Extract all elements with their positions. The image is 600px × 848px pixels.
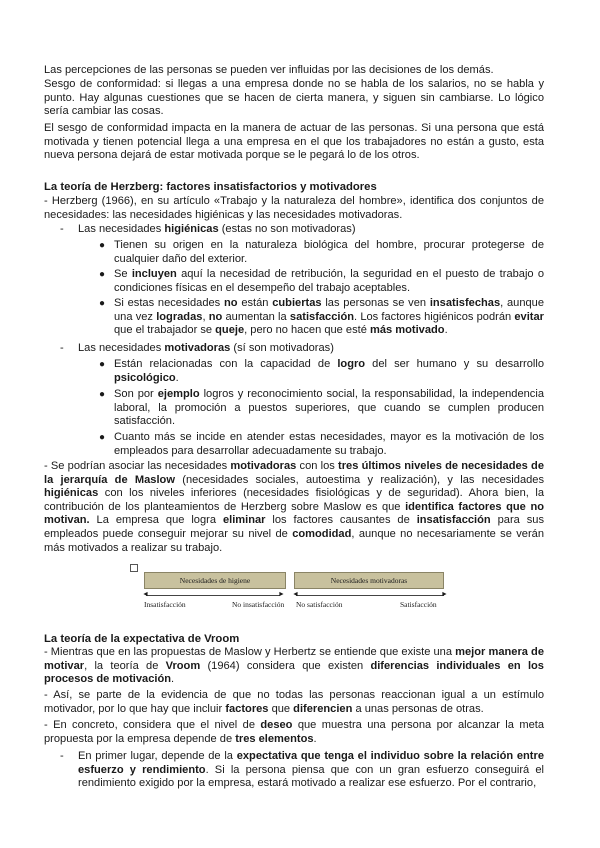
arrow-right-icon: ► <box>441 591 448 598</box>
bullet-marker: ● <box>99 240 106 251</box>
motivators-axis-line <box>296 595 444 596</box>
dash-marker: - <box>60 750 64 762</box>
motivating-bullet-1: Están relacionadas con la capacidad de logro del ser humano y su desarrollo psicológico. <box>114 358 544 384</box>
vroom-first-element: En primer lugar, depende de la expectativa que tenga el individuo sobre la relación entre esfuerzo y rendimiento. Si la persona piensa que con un gran esfuerzo conseguirá el rendimiento exigido por la empresa, estará motivado a realizar ese esfuerzo. Por el contrario, <box>78 750 544 790</box>
hygienic-bullet-2: Se incluyen aquí la necesidad de retribución, la seguridad en el puesto de trabajo o condiciones físicas en el desempeño del trabajo aceptables. <box>114 268 544 294</box>
bullet-marker: ● <box>99 298 106 309</box>
hygienic-needs-item: Las necesidades higiénicas (estas no son motivadoras) <box>78 223 356 235</box>
arrow-right-icon: ► <box>278 591 285 598</box>
bullet-marker: ● <box>99 389 106 400</box>
arrow-left-icon: ◄ <box>292 591 299 598</box>
label-no-satisfaccion: No satisfacción <box>296 600 343 609</box>
dash-marker: - <box>60 342 64 354</box>
label-insatisfaccion: Insatisfacción <box>144 600 186 609</box>
bullet-marker: ● <box>99 359 106 370</box>
intro-paragraph-1: Las percepciones de las personas se pueden ver influidas por las decisiones de los demás. <box>44 64 494 76</box>
arrow-left-icon: ◄ <box>142 591 149 598</box>
label-satisfaccion: Satisfacción <box>400 600 437 609</box>
vroom-paragraph-2: - Así, se parte de la evidencia de que no todas las personas reaccionan igual a un estímulo motivador, por lo que hay que incluir factores que diferencien a unas personas de otras. <box>44 689 544 715</box>
label-no-insatisfaccion: No insatisfacción <box>232 600 285 609</box>
bullet-marker: ● <box>99 432 106 443</box>
vroom-heading: La teoría de la expectativa de Vroom <box>44 633 240 645</box>
dash-marker: - <box>60 223 64 235</box>
corner-marker <box>130 564 138 572</box>
intro-paragraph-3: El sesgo de conformidad impacta en la manera de actuar de las personas. Si una persona que está motivada y tienen potencial llega a una empresa en el que los trabajadores no están a gusto, esta nueva persona dejará de estar motivada porque se le pegará lo de los otros. <box>44 122 544 162</box>
vroom-paragraph-1: - Mientras que en las propuestas de Maslow y Herbertz se entiende que existe una mejor manera de motivar, la teoría de Vroom (1964) considera que existen diferencias individuales en los procesos de motivación. <box>44 646 544 686</box>
herzberg-maslow-paragraph: - Se podrían asociar las necesidades motivadoras con los tres últimos niveles de necesidades de la jerarquía de Maslow (necesidades sociales, autoestima y realización), y las necesidades higiénicas con los niveles inferiores (necesidades fisiológicas y de seguridad). Ahora bien, la contribución de los planteamientos de Herzberg sobre Maslow es que identifica factores que no motivan. La empresa que logra eliminar los factores causantes de insatisfacción para sus empleados puede conseguir mejorar su nivel de comodidad, aunque no necesariamente se verán más motivados a realizar su trabajo. <box>44 460 545 554</box>
vroom-paragraph-3: - En concreto, considera que el nivel de deseo que muestra una persona por alcanzar la meta propuesta por la empresa depende de tres elementos. <box>44 719 544 745</box>
herzberg-heading: La teoría de Herzberg: factores insatisfactorios y motivadores <box>44 181 377 193</box>
motivating-bullet-3: Cuanto más se incide en atender estas necesidades, mayor es la motivación de los empleados para desarrollar adecuadamente su trabajo. <box>114 431 544 457</box>
hygienic-bullet-3: Si estas necesidades no están cubiertas las personas se ven insatisfechas, aunque una vez logradas, no aumentan la satisfacción. Los factores higiénicos podrán evitar que el trabajador se queje, pero no hacen que esté más motivado. <box>114 297 544 337</box>
hygiene-axis-line <box>146 595 280 596</box>
herzberg-diagram <box>130 564 448 614</box>
hygiene-box: Necesidades de higiene <box>144 572 286 589</box>
motivating-needs-item: Las necesidades motivadoras (sí son motivadoras) <box>78 342 334 354</box>
intro-paragraph-2: Sesgo de conformidad: si llegas a una empresa donde no se habla de los salarios, no se habla y punto. Hay algunas cuestiones que se hacen de cierta manera, y siguen sin cambiarse. Lo lógico sería cambiar las cosas. <box>44 78 544 118</box>
hygienic-bullet-1: Tienen su origen en la naturaleza biológica del hombre, procurar protegerse de cualquier daño del exterior. <box>114 239 544 265</box>
herzberg-intro: - Herzberg (1966), en su artículo «Trabajo y la naturaleza del hombre», identifica dos conjuntos de necesidades: las necesidades higiénicas y las necesidades motivadoras. <box>44 195 544 221</box>
bullet-marker: ● <box>99 269 106 280</box>
motivating-bullet-2: Son por ejemplo logros y reconocimiento social, la responsabilidad, la independencia laboral, la promoción a puestos superiores, que cuando se cumplen producen satisfacción. <box>114 388 544 428</box>
motivators-box: Necesidades motivadoras <box>294 572 444 589</box>
